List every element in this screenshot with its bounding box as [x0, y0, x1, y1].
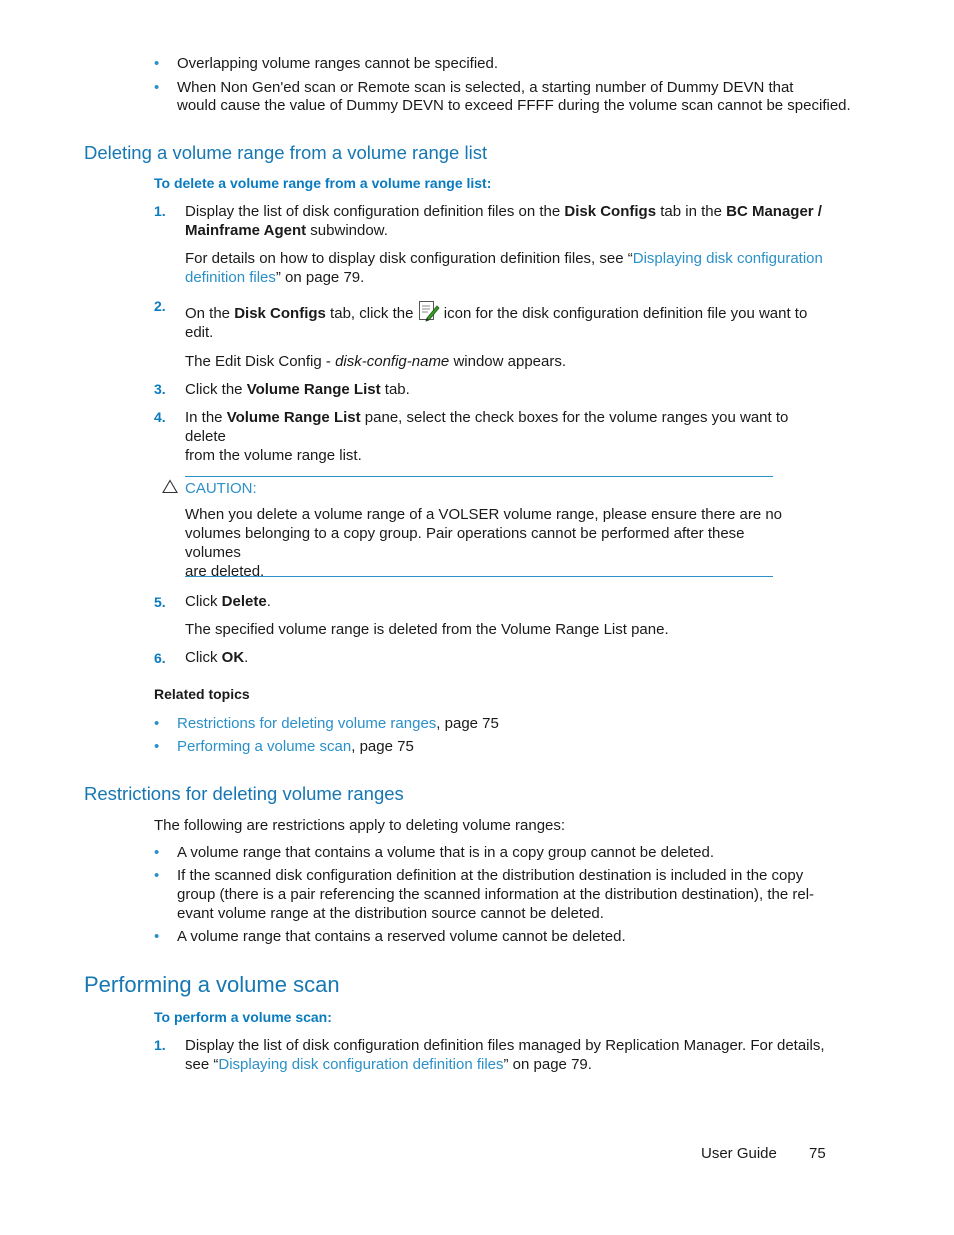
step-2-text: On the Disk Configs tab, click the icon for the disk configuration definition file you want to edit. [185, 300, 830, 342]
step-1-text: Display the list of disk configuration definition files on the Disk Configs tab in the BC Manager / Mainframe Agent subwindow. [185, 203, 822, 239]
step-number: 1. [154, 203, 166, 219]
step-3-text: Click the Volume Range List tab. [185, 381, 410, 398]
bullet-marker: • [154, 928, 160, 945]
procedure-title-scan: To perform a volume scan: [154, 1009, 332, 1025]
restriction-item: A volume range that contains a volume that is in a copy group cannot be deleted. [177, 844, 715, 861]
bullet-marker: • [154, 738, 160, 755]
step-5-text: Click Delete. [185, 593, 271, 610]
step-4-text: In the Volume Range List pane, select the check boxes for the volume ranges you want to delete from the volume range list. [185, 409, 789, 464]
page-number: 75 [809, 1145, 826, 1162]
link-definition-files[interactable]: definition files [185, 269, 276, 286]
edit-pencil-icon[interactable] [418, 300, 440, 322]
caution-label: CAUTION: [185, 480, 257, 497]
step-number: 6. [154, 650, 166, 666]
scan-step-1-text: Display the list of disk configuration definition files managed by Replication Manager. For details, see “Displaying disk configuration definition files” on page 79. [185, 1037, 825, 1073]
related-topic-item: Performing a volume scan, page 75 [177, 738, 414, 755]
bullet-marker: • [154, 55, 160, 72]
section-heading-deleting: Deleting a volume range from a volume range list [84, 142, 488, 163]
bullet-marker: • [154, 79, 160, 96]
link-restrictions-deleting[interactable]: Restrictions for deleting volume ranges [177, 715, 437, 732]
bullet-non-gened-line1: When Non Gen'ed scan or Remote scan is selected, a starting number of Dummy DEVN that [177, 79, 794, 96]
bullet-non-gened-line2: would cause the value of Dummy DEVN to exceed FFFF during the volume scan cannot be specified. [177, 97, 851, 114]
caution-text: When you delete a volume range of a VOLSER volume range, please ensure there are no volumes belonging to a copy group. Pair operations cannot be performed after these volumes are deleted. [185, 506, 783, 580]
bullet-marker: • [154, 844, 160, 861]
restriction-item: If the scanned disk configuration definition at the distribution destination is included in the copy group (there is a pair referencing the scanned information at the distribution destination), the rel- evant volume range at the distribution source cannot be deleted. [177, 867, 815, 922]
link-displaying-disk-config-files[interactable]: Displaying disk configuration definition files [218, 1056, 504, 1073]
step-6-text: Click OK. [185, 649, 249, 666]
step-2-note: The Edit Disk Config - disk-config-name window appears. [185, 353, 567, 370]
step-5-note: The specified volume range is deleted from the Volume Range List pane. [185, 621, 669, 638]
bullet-marker: • [154, 715, 160, 732]
bullet-overlapping: Overlapping volume ranges cannot be specified. [177, 55, 499, 72]
procedure-title-delete: To delete a volume range from a volume range list: [154, 175, 492, 191]
section-heading-restrictions: Restrictions for deleting volume ranges [84, 783, 404, 804]
link-performing-volume-scan[interactable]: Performing a volume scan [177, 738, 352, 755]
footer-label: User Guide [701, 1145, 777, 1162]
section-heading-performing: Performing a volume scan [84, 972, 340, 997]
step-number: 1. [154, 1037, 166, 1053]
step-number: 2. [154, 298, 166, 314]
caution-bottom-rule [185, 576, 773, 577]
step-1-note: For details on how to display disk configuration definition files, see “Displaying disk configuration definition files” on page 79. [185, 250, 823, 286]
step-number: 4. [154, 409, 166, 425]
bullet-marker: • [154, 867, 160, 884]
link-displaying-disk-configuration[interactable]: Displaying disk configuration [632, 250, 823, 267]
related-topics-title: Related topics [154, 686, 250, 702]
step-number: 3. [154, 381, 166, 397]
caution-triangle-icon [162, 479, 178, 494]
related-topic-item: Restrictions for deleting volume ranges, page 75 [177, 715, 499, 732]
caution-top-rule [185, 476, 773, 477]
restrictions-intro: The following are restrictions apply to deleting volume ranges: [154, 817, 566, 834]
step-number: 5. [154, 594, 166, 610]
restriction-item: A volume range that contains a reserved volume cannot be deleted. [177, 928, 626, 945]
